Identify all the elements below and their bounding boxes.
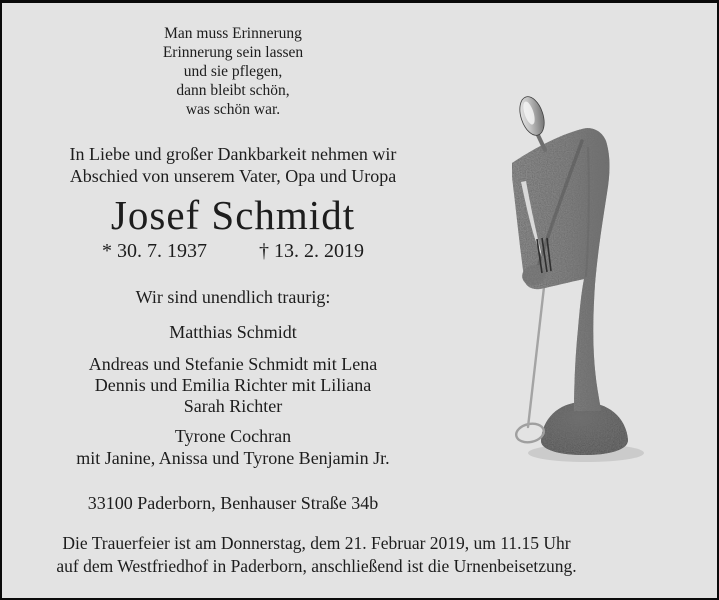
mourner-line: Sarah Richter — [183, 396, 283, 416]
mourning-sculpture-image — [470, 89, 675, 474]
mourner-group — [2, 354, 464, 417]
funeral-line: Die Trauerfeier ist am Donnerstag, dem 21. Februar 2019, um 11.15 Uhr — [62, 533, 571, 553]
funeral-line: auf dem Westfriedhof in Paderborn, anschließend ist die Urnenbeisetzung. — [56, 555, 577, 576]
mourning-phrase: Wir sind unendlich traurig: — [135, 287, 331, 307]
poem-line: und sie pflegen, — [183, 63, 283, 80]
death-date: † 13. 2. 2019 — [259, 240, 364, 262]
memorial-poem — [2, 24, 464, 119]
mourner-line: Matthias Schmidt — [169, 322, 297, 342]
mourner-line: mit Janine, Anissa und Tyrone Benjamin Jr. — [76, 448, 390, 468]
mourner-group — [2, 425, 464, 469]
mourner-line: Tyrone Cochran — [174, 426, 292, 446]
mourner-line: Andreas und Stefanie Schmidt mit Lena — [88, 354, 378, 374]
poem-line: Man muss Erinnerung — [164, 25, 302, 42]
poem-line: Erinnerung sein lassen — [162, 44, 304, 61]
farewell-intro — [2, 143, 464, 187]
mourner-line: Dennis und Emilia Richter mit Liliana — [94, 375, 372, 395]
funeral-details — [2, 532, 717, 577]
poem-line: was schön war. — [185, 101, 281, 118]
mourner-group — [2, 321, 464, 343]
intro-line: Abschied von unserem Vater, Opa und Uropa — [69, 166, 397, 186]
main-text-column — [2, 3, 464, 514]
life-dates — [2, 239, 464, 263]
poem-line: dann bleibt schön, — [176, 82, 290, 99]
intro-line: In Liebe und großer Dankbarkeit nehmen wir — [69, 144, 397, 164]
sculpture-figure-icon — [470, 89, 675, 474]
home-address: 33100 Paderborn, Benhauser Straße 34b — [87, 493, 379, 513]
birth-date: * 30. 7. 1937 — [102, 240, 207, 262]
deceased-name: Josef Schmidt — [110, 192, 356, 238]
